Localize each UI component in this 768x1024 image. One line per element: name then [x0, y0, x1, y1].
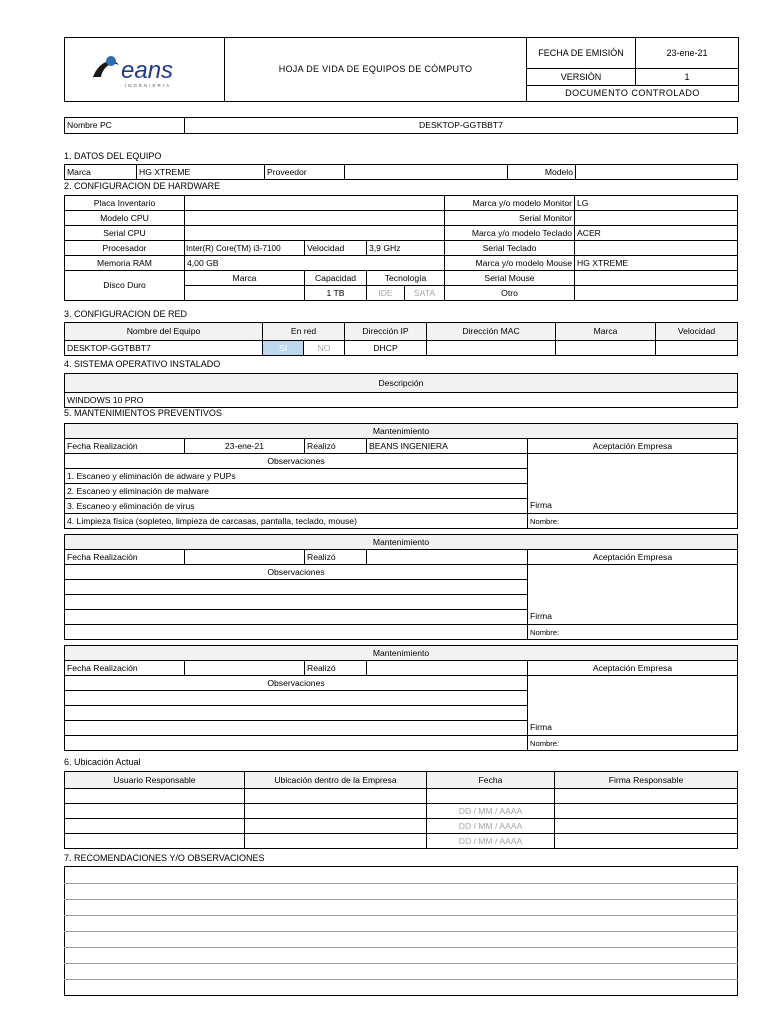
red-header-mac: Dirección MAC	[427, 323, 556, 341]
mant2-realizo-label: Realizó	[305, 550, 367, 565]
mantenimiento-block-2	[64, 534, 738, 640]
mant3-firma-label: Firma	[528, 721, 738, 736]
disco-tecnologia-label: Tecnología	[367, 271, 445, 286]
beans-logo	[65, 38, 224, 101]
version-label: VERSIÓN	[527, 69, 636, 85]
velocidad-label: Velocidad	[305, 241, 367, 256]
proveedor-label: Proveedor	[265, 165, 345, 180]
ubic-row3-usuario[interactable]	[65, 819, 245, 834]
recom-line-7[interactable]	[65, 964, 738, 980]
section-recom-title: 7. RECOMENDACIONES Y/O OBSERVACIONES	[64, 853, 265, 863]
ubic-header-firma: Firma Responsable	[555, 772, 738, 789]
proveedor-value[interactable]	[345, 165, 508, 180]
section-so-title: 4. SISTEMA OPERATIVO INSTALADO	[64, 359, 221, 369]
red-header-enred: En red	[263, 323, 345, 341]
ubic-row4-firma[interactable]	[555, 834, 738, 849]
recom-line-2[interactable]	[65, 884, 738, 900]
otro-label: Otro	[445, 286, 575, 301]
ubic-row3-ubicacion[interactable]	[245, 819, 427, 834]
placa-value[interactable]	[185, 196, 445, 211]
mant3-obs-2[interactable]	[65, 706, 528, 721]
teclado-marca-label: Marca y/o modelo Teclado	[445, 226, 575, 241]
tecnologia-ide-option[interactable]: IDE	[367, 286, 405, 301]
mant1-obs-1[interactable]: 1. Escaneo y eliminación de adware y PUPs	[65, 469, 528, 484]
ubic-row2-ubicacion[interactable]	[245, 804, 427, 819]
mantenimiento-block-1	[64, 423, 738, 529]
red-header-marca: Marca	[556, 323, 656, 341]
mant1-fecha-label: Fecha Realización	[65, 439, 185, 454]
modelo-cpu-label: Modelo CPU	[65, 211, 185, 226]
disco-capacidad-value[interactable]: 1 TB	[305, 286, 367, 301]
mant3-aceptacion-label: Aceptación Empresa	[528, 661, 738, 676]
ubic-header-fecha: Fecha	[427, 772, 555, 789]
document-title: HOJA DE VIDA DE EQUIPOS DE CÓMPUTO	[225, 38, 527, 102]
mant1-nombre-label: Nombre:	[528, 514, 738, 529]
mant2-fecha-value[interactable]	[185, 550, 305, 565]
red-mac-value[interactable]	[427, 341, 556, 356]
ubic-row2-usuario[interactable]	[65, 804, 245, 819]
mant3-obs-1[interactable]	[65, 691, 528, 706]
ubic-row3-fecha[interactable]: DD / MM / AAAA	[427, 819, 555, 834]
mant2-realizo-value[interactable]	[367, 550, 528, 565]
recom-line-8[interactable]	[65, 980, 738, 996]
mant3-signature-area[interactable]	[528, 676, 738, 721]
mouse-marca-value[interactable]: HG XTREME	[575, 256, 738, 271]
version-value: 1	[636, 69, 739, 85]
section-hardware-title: 2. CONFIGURACION DE HARDWARE	[64, 181, 221, 191]
ram-value[interactable]: 4,00 GB	[185, 256, 445, 271]
svg-text:eans: eans	[120, 56, 173, 84]
red-marca-value[interactable]	[556, 341, 656, 356]
red-ip-value[interactable]: DHCP	[345, 341, 427, 356]
disco-label: Disco Duro	[65, 271, 185, 301]
ubic-row3-firma[interactable]	[555, 819, 738, 834]
section-ubicacion-title: 6. Ubicación Actual	[64, 757, 141, 767]
red-nombre-value[interactable]: DESKTOP-GGTBBT7	[65, 341, 263, 356]
mant3-obs-label: Observaciones	[65, 676, 528, 691]
section-mant-title: 5. MANTENIMIENTOS PREVENTIVOS	[64, 408, 222, 418]
teclado-marca-value[interactable]: ACER	[575, 226, 738, 241]
mant3-obs-4[interactable]	[65, 736, 528, 751]
nombre-pc-value[interactable]: DESKTOP-GGTBBT7	[185, 118, 738, 134]
placa-label: Placa Inventario	[65, 196, 185, 211]
procesador-value[interactable]: Inter(R) Core(TM) i3-7100	[185, 241, 305, 256]
mant2-fecha-label: Fecha Realización	[65, 550, 185, 565]
disco-marca-value[interactable]	[185, 286, 305, 301]
mouse-serial-value[interactable]	[575, 271, 738, 286]
teclado-serial-value[interactable]	[575, 241, 738, 256]
beans-logo-icon	[85, 47, 205, 93]
mouse-serial-label: Serial Mouse	[445, 271, 575, 286]
mant3-fecha-value[interactable]	[185, 661, 305, 676]
mant1-obs-4[interactable]: 4. Limpieza física (sopleteo, limpieza de carcasas, pantalla, teclado, mouse)	[65, 514, 528, 529]
marca-label: Marca	[65, 165, 137, 180]
mant3-nombre-label: Nombre:	[528, 736, 738, 751]
documento-controlado: DOCUMENTO CONTROLADO	[527, 85, 739, 101]
disco-capacidad-label: Capacidad	[305, 271, 367, 286]
recom-line-3[interactable]	[65, 900, 738, 916]
ubic-row4-ubicacion[interactable]	[245, 834, 427, 849]
section-red-title: 3. CONFIGURACION DE RED	[64, 309, 188, 319]
monitor-marca-label: Marca y/o modelo Monitor	[445, 196, 575, 211]
mant3-realizo-value[interactable]	[367, 661, 528, 676]
velocidad-value[interactable]: 3,9 GHz	[367, 241, 445, 256]
mantenimiento-block-3	[64, 645, 738, 751]
marca-value[interactable]: HG XTREME	[137, 165, 265, 180]
serial-cpu-value[interactable]	[185, 226, 445, 241]
recom-line-1[interactable]	[65, 867, 738, 884]
recom-line-5[interactable]	[65, 932, 738, 948]
red-header-ip: Dirección IP	[345, 323, 427, 341]
mant3-obs-3[interactable]	[65, 721, 528, 736]
modelo-label: Modelo	[508, 165, 576, 180]
datos-equipo-table	[64, 164, 738, 180]
hardware-table	[64, 195, 738, 301]
mant2-obs-3[interactable]	[65, 610, 528, 625]
mant2-obs-1[interactable]	[65, 580, 528, 595]
mant1-realizo-value[interactable]: BEANS INGENIERA	[367, 439, 528, 454]
red-header-nombre: Nombre del Equipo	[65, 323, 263, 341]
mant1-realizo-label: Realizó	[305, 439, 367, 454]
red-velocidad-value[interactable]	[656, 341, 738, 356]
mant2-obs-2[interactable]	[65, 595, 528, 610]
mouse-marca-label: Marca y/o modelo Mouse	[445, 256, 575, 271]
mant2-header: Mantenimiento	[65, 535, 738, 550]
ubic-row2-firma[interactable]	[555, 804, 738, 819]
mant3-fecha-label: Fecha Realización	[65, 661, 185, 676]
mant1-aceptacion-label: Aceptación Empresa	[528, 439, 738, 454]
modelo-cpu-value[interactable]	[185, 211, 445, 226]
ram-label: Memoria RAM	[65, 256, 185, 271]
so-desc-label: Descripción	[65, 374, 738, 393]
nombre-pc-label: Nombre PC	[65, 118, 185, 134]
fecha-emision-label: FECHA DE EMISIÓN	[527, 38, 636, 69]
ubic-row4-fecha[interactable]: DD / MM / AAAA	[427, 834, 555, 849]
otro-value[interactable]	[575, 286, 738, 301]
ubic-header-ubicacion: Ubicación dentro de la Empresa	[245, 772, 427, 789]
mant1-fecha-value[interactable]: 23-ene-21	[185, 439, 305, 454]
section-datos-title: 1. DATOS DEL EQUIPO	[64, 151, 162, 161]
recom-line-6[interactable]	[65, 948, 738, 964]
mant2-nombre-label: Nombre:	[528, 625, 738, 640]
mant1-obs-label: Observaciones	[65, 454, 528, 469]
logo-cell	[65, 38, 225, 102]
mant2-firma-label: Firma	[528, 610, 738, 625]
mant1-signature-area[interactable]	[528, 454, 738, 499]
teclado-serial-label: Serial Teclado	[445, 241, 575, 256]
so-value[interactable]: WINDOWS 10 PRO	[65, 393, 738, 408]
red-header-velocidad: Velocidad	[656, 323, 738, 341]
ubic-row1-fecha[interactable]	[427, 789, 555, 804]
monitor-serial-label: Serial Monitor	[445, 211, 575, 226]
procesador-label: Procesador	[65, 241, 185, 256]
monitor-marca-value[interactable]: LG	[575, 196, 738, 211]
mant2-obs-4[interactable]	[65, 625, 528, 640]
mant1-obs-2[interactable]: 2. Escaneo y eliminación de malware	[65, 484, 528, 499]
nombre-pc-row	[64, 117, 738, 134]
ubic-header-usuario: Usuario Responsable	[65, 772, 245, 789]
svg-text:INGENIERIA: INGENIERIA	[124, 82, 171, 88]
mant2-signature-area[interactable]	[528, 565, 738, 610]
ubic-row1-firma[interactable]	[555, 789, 738, 804]
red-table	[64, 322, 738, 356]
mant3-header: Mantenimiento	[65, 646, 738, 661]
en-red-si-option[interactable]: SI	[263, 341, 304, 356]
mant1-obs-3[interactable]: 3. Escaneo y eliminación de virus	[65, 499, 528, 514]
tecnologia-sata-option[interactable]: SATA	[405, 286, 445, 301]
modelo-value[interactable]	[576, 165, 738, 180]
ubic-row4-usuario[interactable]	[65, 834, 245, 849]
document-header	[64, 37, 739, 102]
ubic-row2-fecha[interactable]: DD / MM / AAAA	[427, 804, 555, 819]
ubic-row1-ubicacion[interactable]	[245, 789, 427, 804]
mant1-firma-label: Firma	[528, 499, 738, 514]
mant1-header: Mantenimiento	[65, 424, 738, 439]
monitor-serial-value[interactable]	[575, 211, 738, 226]
recom-line-4[interactable]	[65, 916, 738, 932]
ubicacion-table	[64, 771, 738, 849]
mant2-aceptacion-label: Aceptación Empresa	[528, 550, 738, 565]
serial-cpu-label: Serial CPU	[65, 226, 185, 241]
mant3-realizo-label: Realizó	[305, 661, 367, 676]
ubic-row1-usuario[interactable]	[65, 789, 245, 804]
disco-marca-label: Marca	[185, 271, 305, 286]
fecha-emision-value: 23-ene-21	[636, 38, 739, 69]
so-table	[64, 373, 738, 408]
recomendaciones-box[interactable]	[64, 866, 738, 996]
en-red-no-option[interactable]: NO	[304, 341, 345, 356]
mant2-obs-label: Observaciones	[65, 565, 528, 580]
